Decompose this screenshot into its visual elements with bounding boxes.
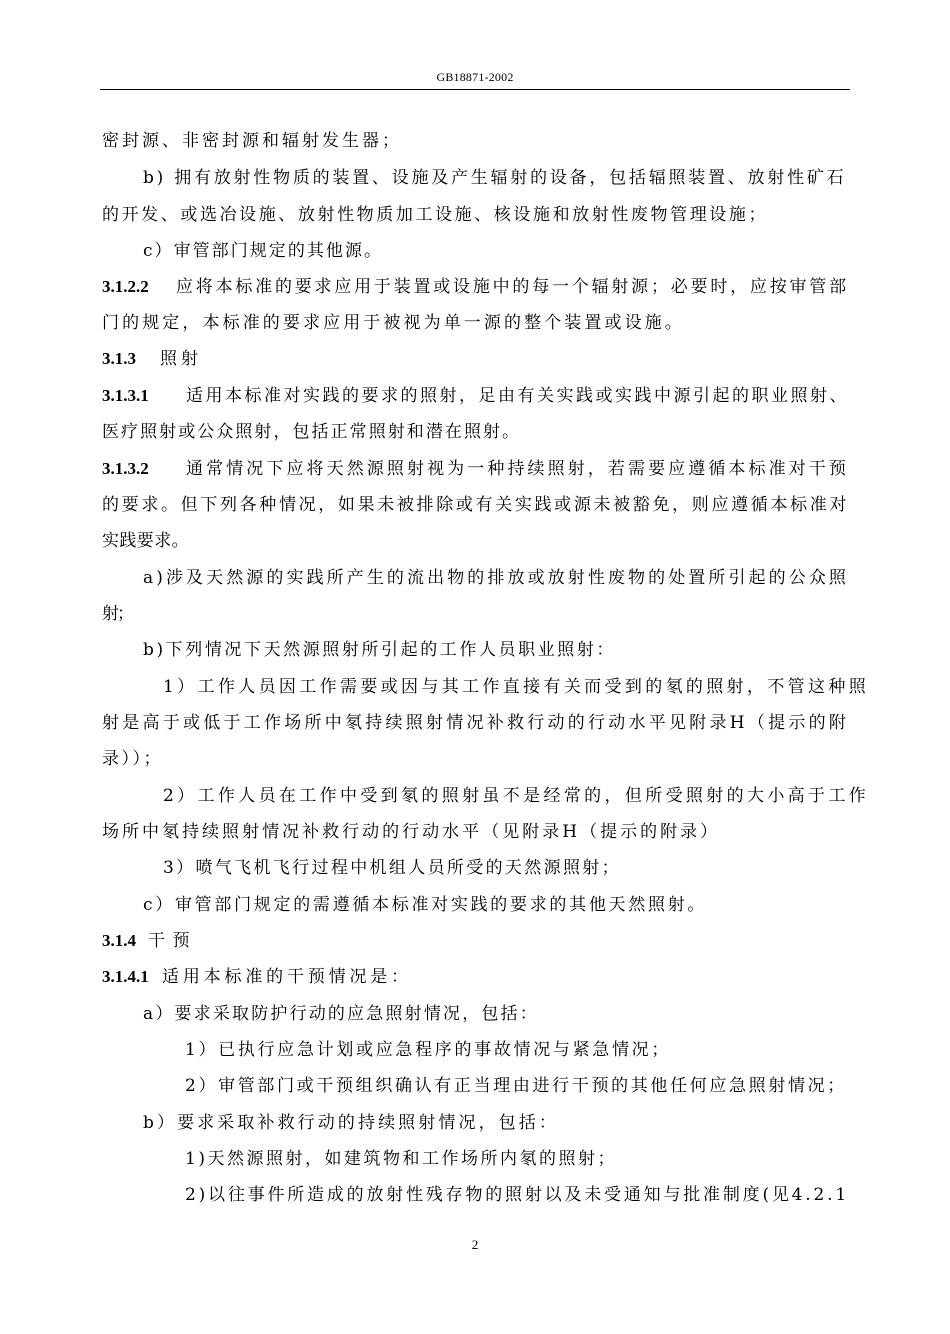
section-text: 适用本标准的干预情况是： [162, 967, 412, 987]
text-line-24 [102, 966, 412, 988]
text-line-12 [102, 530, 189, 552]
text-line-30 [185, 1184, 849, 1206]
line-text: 1)天然源照射，如建筑物和工作场所内氡的照射； [185, 1149, 617, 1169]
section-text: 通常情况下应将天然源照射视为一种持续照射，若需要应遵循本标准对干预 [186, 459, 849, 479]
line-text: 3）喷气飞机飞行过程中机组人员所受的天然源照射； [163, 858, 621, 878]
line-text: c）审管部门规定的需遵循本标准对实践的要求的其他天然照射。 [143, 895, 708, 915]
text-line-19 [163, 785, 869, 807]
line-text: 密封源、非密封源和辐射发生器； [102, 131, 402, 151]
text-line-15 [143, 639, 616, 661]
text-line-3 [102, 204, 768, 226]
text-line-28 [143, 1112, 559, 1134]
text-line-27 [185, 1075, 847, 1097]
line-text: 实践要求。 [102, 531, 189, 551]
document-code: GB18871-2002 [436, 70, 514, 84]
text-line-5 [102, 276, 849, 298]
line-text: 1）工作人员因工作需要或因与其工作直接有关而受到的氡的照射，不管这种照 [163, 677, 870, 697]
page-number: 2 [471, 1237, 479, 1252]
text-line-29 [185, 1148, 617, 1170]
line-text: 场所中氡持续照射情况补救行动的行动水平（见附录H（提示的附录） [102, 822, 721, 842]
text-line-6 [102, 312, 685, 334]
line-text: 2）工作人员在工作中受到氡的照射虽不是经常的，但所受照射的大小高于工作 [163, 786, 870, 806]
text-line-18 [102, 748, 163, 770]
line-text: a)涉及天然源的实践所产生的流出物的排放或放射性废物的处置所引起的公众照 [143, 568, 850, 588]
line-text: b)下列情况下天然源照射所引起的工作人员职业照射： [143, 640, 617, 660]
text-line-4 [143, 240, 383, 262]
header-rule [100, 89, 850, 90]
text-line-17 [102, 712, 849, 734]
section-number: 3.1.4.1 [102, 967, 149, 986]
line-text: 的要求。但下列各种情况，如果未被排除或有关实践或源未被豁免，则应遵循本标准对 [102, 495, 850, 515]
text-line-22 [143, 894, 707, 916]
line-text: b）要求采取补救行动的持续照射情况，包括： [143, 1113, 559, 1133]
section-number: 3.1.3.1 [102, 386, 149, 405]
line-text: 1）已执行应急计划或应急程序的事故情况与紧急情况； [185, 1040, 672, 1060]
text-line-1 [102, 130, 402, 152]
section-number: 3.1.4 [102, 931, 136, 950]
text-line-16 [163, 676, 869, 698]
line-text: 录））； [102, 749, 163, 769]
line-text: 的开发、或选冶设施、放射性物质加工设施、核设施和放射性废物管理设施； [102, 205, 769, 225]
text-line-20 [102, 821, 720, 843]
text-line-8 [102, 385, 849, 407]
line-text: 医疗照射或公众照射，包括正常照射和潜在照射。 [102, 422, 522, 442]
section-text: 干预 [148, 931, 197, 951]
text-line-26 [185, 1039, 671, 1061]
text-line-7 [102, 348, 202, 370]
section-text: 应将本标准的要求应用于装置或设施中的每一个辐射源；必要时，应按审管部 [176, 277, 849, 297]
text-line-25 [143, 1003, 539, 1025]
section-text: 照射 [160, 349, 202, 369]
text-line-2 [143, 167, 846, 189]
text-line-23 [102, 930, 197, 952]
section-number: 3.1.3.2 [102, 459, 149, 478]
line-text: 门的规定，本标准的要求应用于被视为单一源的整个装置或设施。 [102, 313, 685, 333]
line-text: b) 拥有放射性物质的装置、设施及产生辐射的设备，包括辐照装置、放射性矿石 [143, 168, 847, 188]
line-text: 射是高于或低于工作场所中氡持续照射情况补救行动的行动水平见附录H（提示的附 [102, 713, 850, 733]
text-line-13 [143, 567, 849, 589]
text-line-9 [102, 421, 521, 443]
line-text: 2)以往事件所造成的放射性残存物的照射以及未受通知与批准制度(见4.2.1 [185, 1185, 849, 1205]
line-text: c）审管部门规定的其他源。 [143, 241, 384, 261]
section-text: 适用本标准对实践的要求的照射，足由有关实践或实践中源引起的职业照射、 [186, 386, 849, 406]
section-number: 3.1.3 [102, 349, 136, 368]
line-text: 射； [102, 604, 132, 624]
text-line-11 [102, 494, 849, 516]
line-text: 2）审管部门或干预组织确认有正当理由进行干预的其他任何应急照射情况； [185, 1076, 847, 1096]
line-text: a）要求采取防护行动的应急照射情况，包括： [143, 1004, 539, 1024]
text-line-21 [163, 857, 621, 879]
text-line-14 [102, 603, 132, 625]
text-line-10 [102, 458, 849, 480]
section-number: 3.1.2.2 [102, 277, 149, 296]
